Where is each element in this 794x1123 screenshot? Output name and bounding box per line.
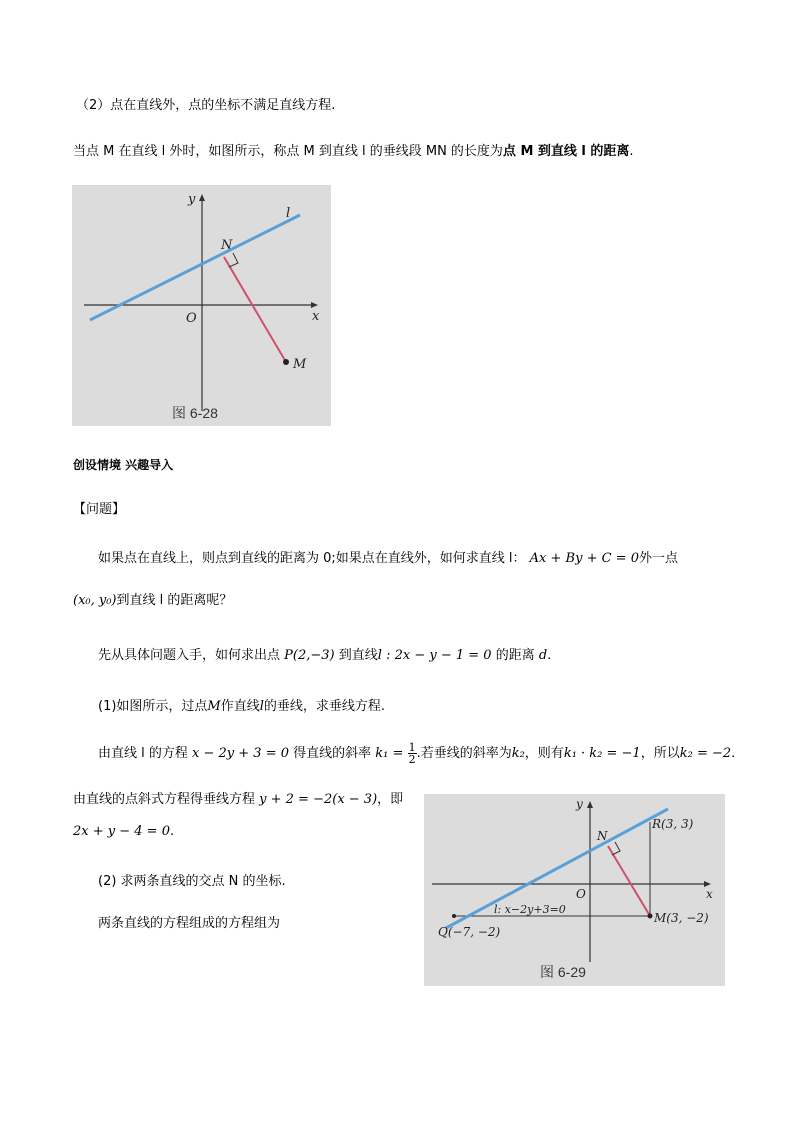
step-2-detail: 两条直线的方程组成的方程组为: [98, 916, 281, 931]
question-text-c: 到直线 l 的距离呢？: [116, 593, 233, 608]
definition-end: .: [629, 144, 634, 159]
perp-text-a: 由直线的点斜式方程得垂线方程: [73, 792, 256, 807]
figure-caption: 图 6-28: [172, 405, 218, 421]
question-paragraph-line1: [98, 550, 678, 568]
figure-6-29: [424, 794, 725, 986]
label-o: O: [576, 887, 586, 901]
figure-6-28-svg: [72, 185, 331, 426]
label-n: N: [221, 238, 233, 253]
label-l: l: [286, 206, 291, 221]
point-q: [452, 914, 456, 918]
section-heading: 创设情境 兴趣导入: [73, 458, 174, 472]
problem-text-b: 到直线: [338, 648, 378, 663]
label-o: O: [186, 311, 197, 326]
perpendicular-equation: 2x + y − 4 = 0: [73, 824, 170, 839]
slope-text-d: ，则有: [524, 746, 564, 761]
general-line-equation: Ax + By + C = 0: [529, 551, 639, 566]
label-q: Q(−7, −2): [438, 925, 501, 939]
label-line-equation: l: x−2y+3=0: [494, 903, 566, 916]
slope-product: k₁ · k₂ = −1: [563, 746, 641, 761]
label-n: N: [597, 829, 608, 843]
figure-caption: 图 6-29: [540, 964, 586, 980]
point-coordinates: (x₀, y₀): [73, 593, 117, 608]
figure-6-29-svg: [424, 794, 725, 986]
slope-text-e: ，所以: [640, 746, 680, 761]
fraction-one-half: [408, 742, 417, 765]
point-slope-equation: y + 2 = −2(x − 3): [259, 792, 378, 807]
slope-derivation: [98, 741, 735, 767]
line-l-equation: l : 2x − y − 1 = 0: [377, 648, 492, 663]
problem-text-c: 的距离: [495, 648, 535, 663]
label-x: x: [706, 887, 713, 901]
perpendicular-equation-line1: [73, 791, 403, 809]
slope-text-f: .: [731, 746, 736, 761]
label-y: y: [576, 797, 583, 811]
section-title: （2）点在直线外，点的坐标不满足直线方程.: [76, 98, 336, 113]
point-m: [648, 914, 653, 919]
slope-text-c: .若垂线的斜率为: [416, 746, 512, 761]
label-y: y: [188, 192, 196, 207]
label-x: x: [312, 309, 320, 324]
label-m: M(3, −2): [654, 911, 709, 925]
question-text-a: 如果点在直线上，则点到直线的距离为 0;如果点在直线外，如何求直线 l：: [98, 551, 526, 566]
slope-text-a: 由直线 l 的方程: [98, 746, 188, 761]
fraction-numerator: 1: [408, 741, 416, 754]
step1-text-b: 作直线: [220, 699, 260, 714]
question-text-b: 外一点: [638, 551, 678, 566]
question-paragraph-line2: [73, 592, 232, 610]
step1-l: l: [259, 699, 264, 714]
definition-line: [73, 143, 634, 161]
distance-d: d: [538, 648, 548, 663]
step1-m: M: [207, 699, 221, 714]
question-label: 【问题】: [73, 502, 126, 517]
step1-text-c: 的垂线，求垂线方程.: [263, 699, 386, 714]
point-p: P(2,−3): [284, 648, 335, 663]
problem-text-a: 先从具体问题入手，如何求出点: [98, 648, 281, 663]
figure-6-28: [72, 185, 331, 426]
label-m: M: [293, 357, 307, 372]
slope-k1: k₁ =: [375, 746, 404, 761]
step-1: [98, 698, 385, 716]
specific-problem: [98, 647, 551, 665]
perp-text-b: ，即: [377, 792, 404, 807]
definition-text: 当点 M 在直线 l 外时，如图所示，称点 M 到直线 l 的垂线段 MN 的长度为: [73, 144, 503, 159]
step1-text-a: (1)如图所示，过点: [98, 699, 208, 714]
label-r: R(3, 3): [652, 817, 694, 831]
fraction-denominator: 2: [408, 753, 416, 766]
line-equation: x − 2y + 3 = 0: [192, 746, 289, 761]
slope-k2: k₂: [511, 746, 525, 761]
problem-text-e: .: [547, 648, 552, 663]
slope-k2-value: k₂ = −2: [679, 746, 732, 761]
point-m: [283, 359, 289, 365]
slope-text-b: 得直线的斜率: [293, 746, 372, 761]
perp-text-c: .: [169, 824, 175, 839]
perpendicular-equation-line2: [73, 823, 174, 841]
step-2: (2) 求两条直线的交点 N 的坐标.: [98, 874, 286, 889]
definition-bold: 点 M 到直线 l 的距离: [502, 144, 630, 159]
